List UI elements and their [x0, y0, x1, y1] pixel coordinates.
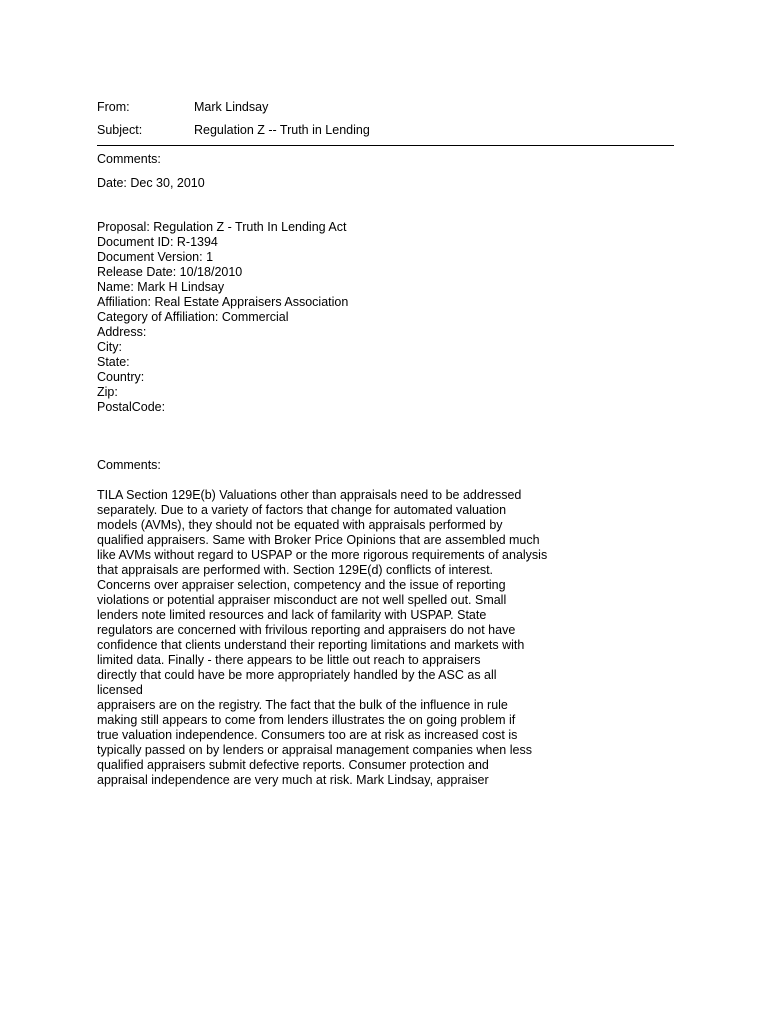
comment-line: limited data. Finally - there appears to be little out reach to appraisers	[97, 653, 481, 667]
submission-field: Document ID: R-1394	[97, 235, 218, 249]
submission-field: Proposal: Regulation Z - Truth In Lending Act	[97, 220, 347, 234]
comment-line: directly that could have be more appropriately handled by the ASC as all	[97, 668, 497, 682]
comment-line: licensed	[97, 683, 143, 697]
from-label: From:	[97, 100, 130, 114]
comment-line: true valuation independence. Consumers too are at risk as increased cost is	[97, 728, 518, 742]
comment-body	[97, 488, 567, 788]
comment-line: appraisers are on the registry. The fact that the bulk of the influence in rule	[97, 698, 508, 712]
submission-field: Category of Affiliation: Commercial	[97, 310, 289, 324]
subject-value: Regulation Z -- Truth in Lending	[194, 123, 370, 137]
submission-field: Address:	[97, 325, 147, 339]
comment-line: lenders note limited resources and lack of familarity with USPAP. State	[97, 608, 487, 622]
comments-label: Comments:	[97, 458, 161, 472]
comment-line: separately. Due to a variety of factors that change for automated valuation	[97, 503, 507, 517]
comment-line: confidence that clients understand their reporting limitations and markets with	[97, 638, 525, 652]
submission-field: Affiliation: Real Estate Appraisers Association	[97, 295, 349, 309]
comment-line: qualified appraisers submit defective reports. Consumer protection and	[97, 758, 489, 772]
comment-line: making still appears to come from lenders illustrates the on going problem if	[97, 713, 516, 727]
submission-field: Zip:	[97, 385, 118, 399]
comment-line: Concerns over appraiser selection, competency and the issue of reporting	[97, 578, 506, 592]
submission-field: Country:	[97, 370, 145, 384]
submission-field: PostalCode:	[97, 400, 166, 414]
comment-line: violations or potential appraiser misconduct are not well spelled out. Small	[97, 593, 507, 607]
from-value: Mark Lindsay	[194, 100, 269, 114]
comment-line: like AVMs without regard to USPAP or the more rigorous requirements of analysis	[97, 548, 548, 562]
submission-field: Document Version: 1	[97, 250, 214, 264]
comment-line: appraisal independence are very much at risk. Mark Lindsay, appraiser	[97, 773, 489, 787]
header-divider	[97, 145, 674, 146]
submission-field: Name: Mark H Lindsay	[97, 280, 225, 294]
comment-line: TILA Section 129E(b) Valuations other than appraisals need to be addressed	[97, 488, 522, 502]
subject-row	[97, 123, 370, 138]
submission-fields	[97, 220, 348, 415]
comment-line: models (AVMs), they should not be equated with appraisals performed by	[97, 518, 503, 532]
submission-field: Release Date: 10/18/2010	[97, 265, 243, 279]
comment-line: typically passed on by lenders or appraisal management companies when less	[97, 743, 532, 757]
comment-line: qualified appraisers. Same with Broker Price Opinions that are assembled much	[97, 533, 540, 547]
comment-line: that appraisals are performed with. Section 129E(d) conflicts of interest.	[97, 563, 494, 577]
comment-line: regulators are concerned with frivilous reporting and appraisers do not have	[97, 623, 516, 637]
submission-field: State:	[97, 355, 130, 369]
date-line: Date: Dec 30, 2010	[97, 176, 205, 190]
from-row	[97, 100, 268, 115]
submission-field: City:	[97, 340, 122, 354]
subject-label: Subject:	[97, 123, 143, 137]
comments-header: Comments:	[97, 152, 161, 166]
